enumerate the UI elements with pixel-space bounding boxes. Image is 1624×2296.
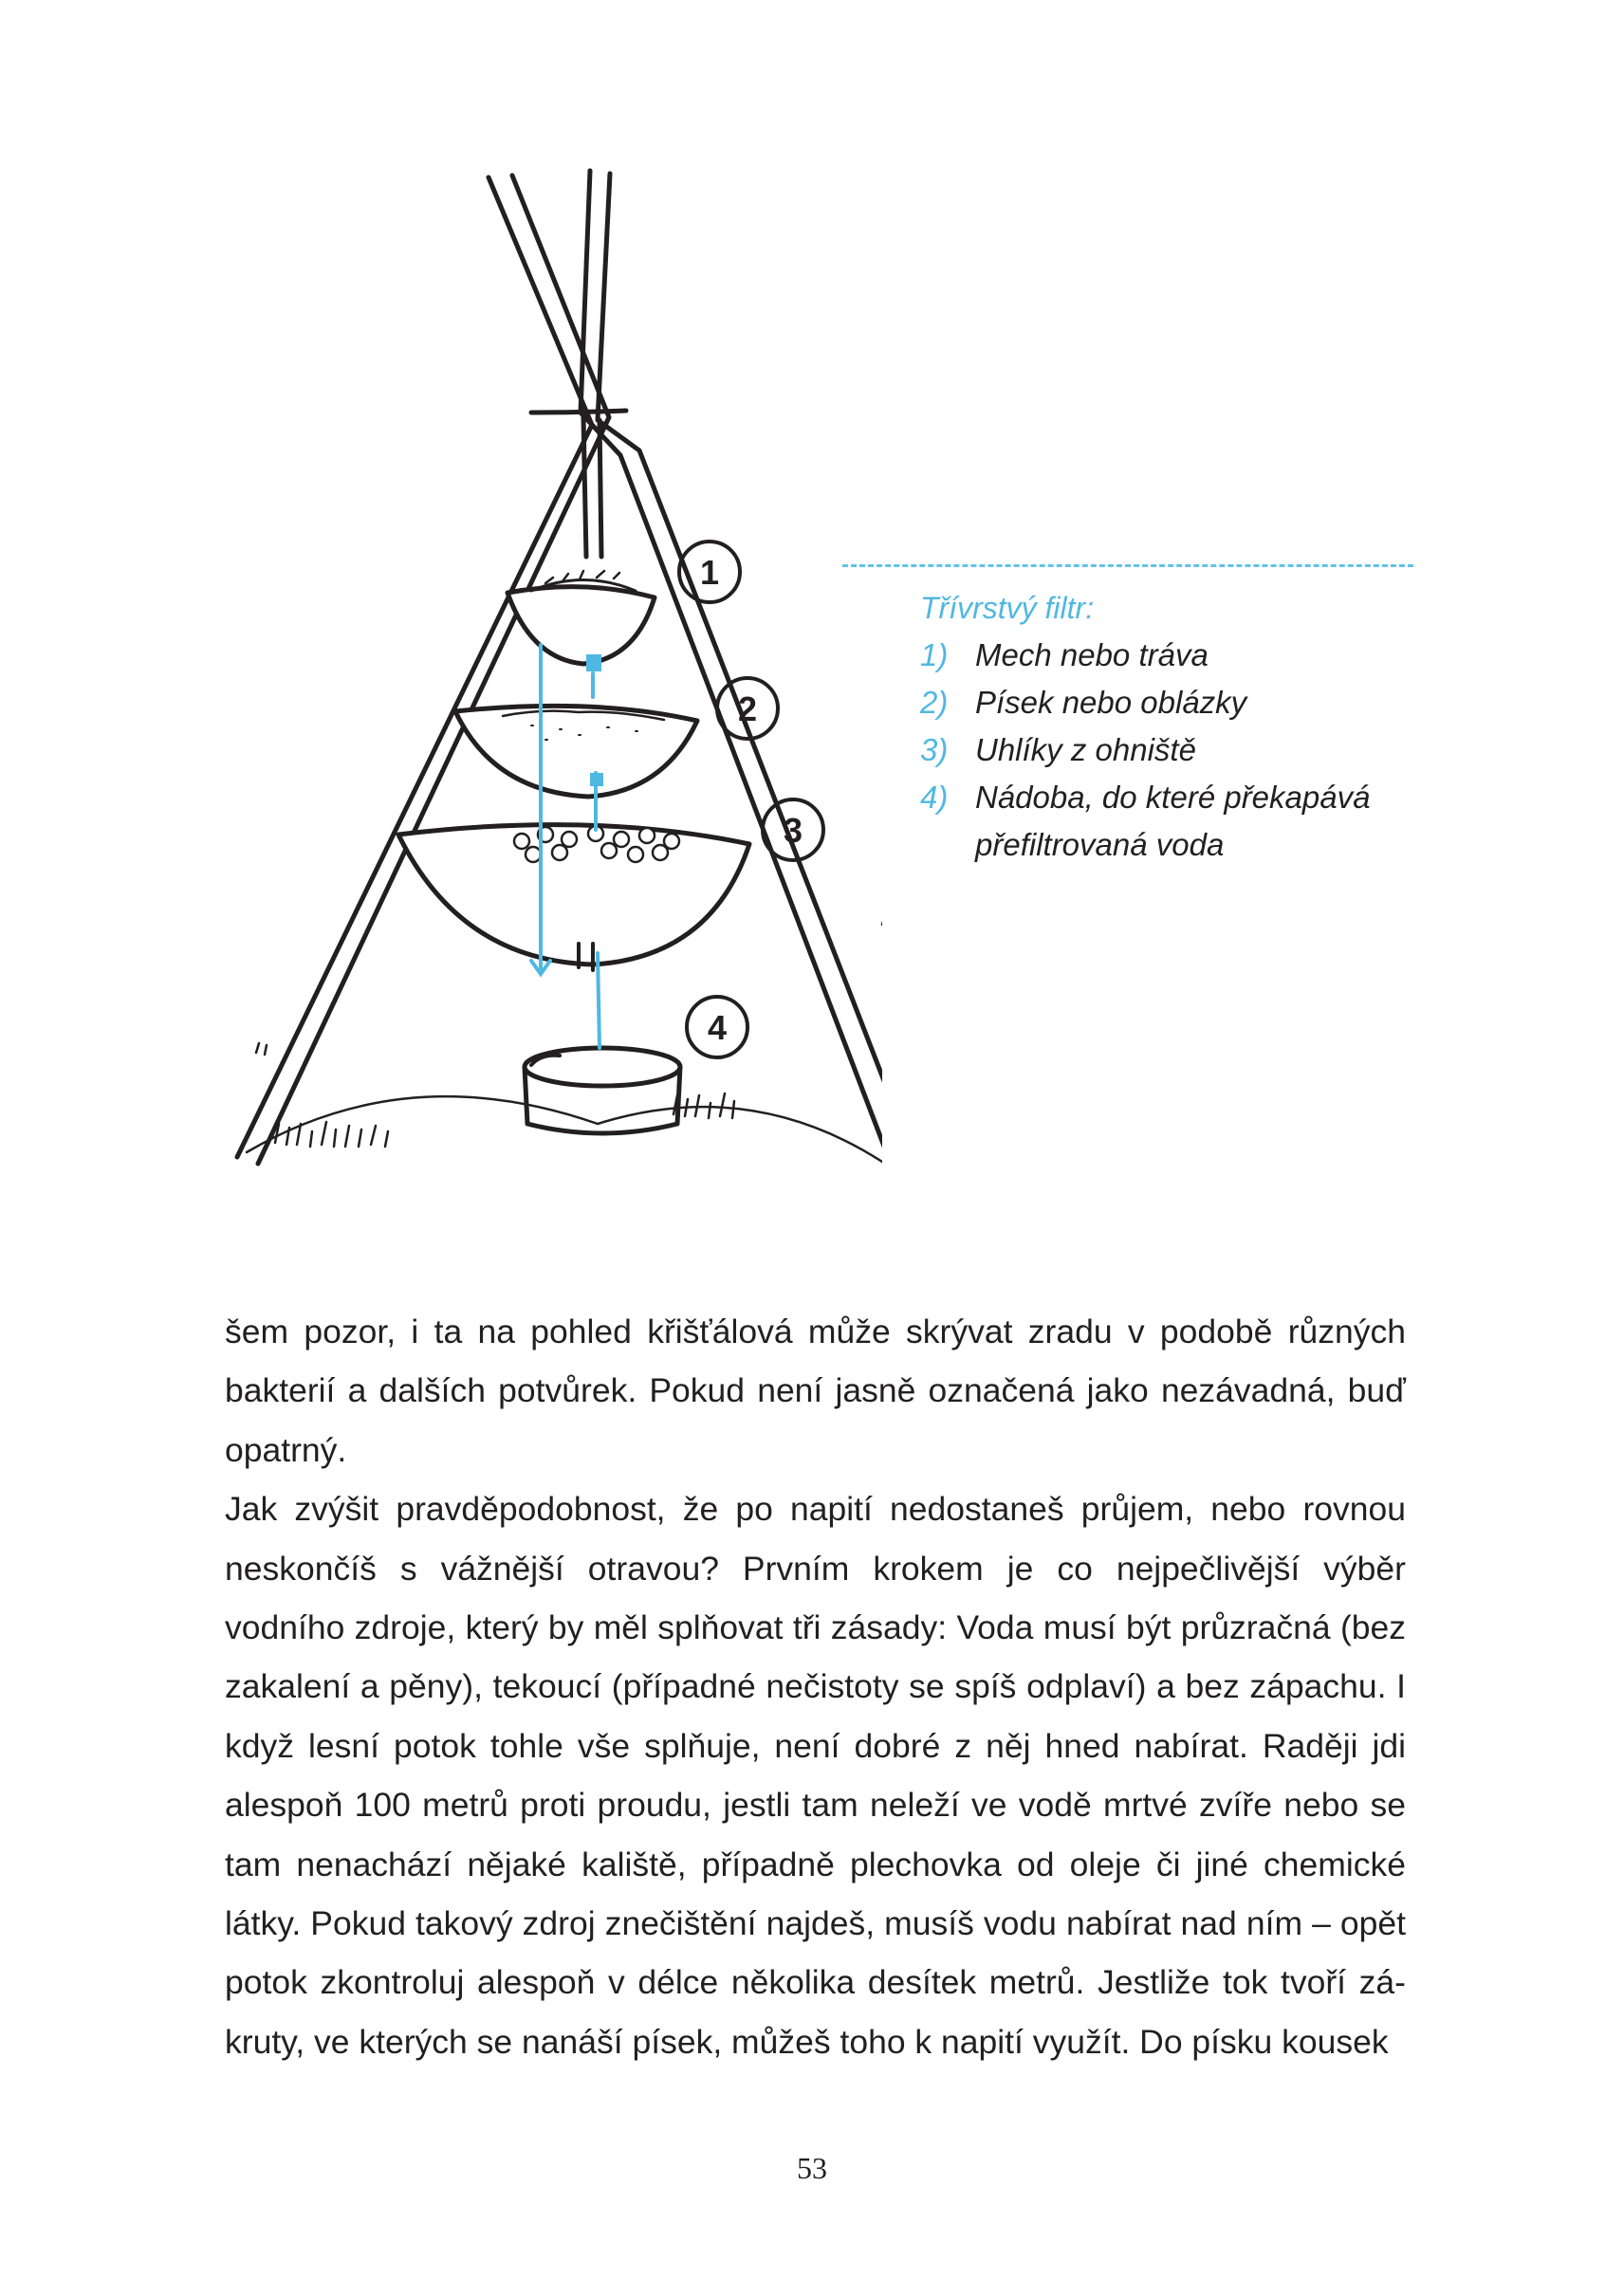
legend-item-text: Nádoba, do které překapává přefiltrovaná voda xyxy=(975,780,1371,862)
legend-item xyxy=(842,774,1413,869)
legend-item xyxy=(842,726,1413,774)
legend-item xyxy=(842,679,1413,726)
callout-number-4: 4 xyxy=(707,1008,728,1047)
callout-number-3: 3 xyxy=(783,811,803,850)
body-paragraph: šem pozor, i ta na pohled křišťálová může skrývat zradu v podobě různých bakterií a dalších potvůrek. Pokud není jasně označená jako nezávadná, buď opatrný. xyxy=(225,1313,1406,1469)
legend-dashed-rule xyxy=(842,564,1413,567)
legend-item-number: 1) xyxy=(920,637,949,672)
legend-item xyxy=(842,632,1413,679)
body-paragraph: Jak zvýšit pravděpodobnost, že po napití nedostaneš průjem, nebo rovnou neskončíš s vážnější otravou? Prvním krokem je co nejpečlivější výběr vodního zdroje, který by měl splňovat tři zásady: Voda musí být průzračná (bez zakalení a pěny), tekoucí (případné nečistoty se spíš odplaví) a bez zápachu. I když lesní potok tohle vše splňuje, není dobré z něj hned nabírat. Raději jdi alespoň 100 metrů proti proudu, jestli tam neleží ve vodě mrtvé zvíře nebo se tam nenachází nějaké kaliště, případně plechovka od oleje či jiné chemické látky. Pokud takový zdroj znečištění najdeš, musíš vodu nabírat nad ním – opět potok zkontroluj alespoň v délce několika desítek metrů. Jestliže tok tvoří zákruty, ve kterých se nanáší písek, můžeš toho k napití využít. Do písku kousek xyxy=(225,1490,1406,2061)
legend-item-number: 3) xyxy=(920,732,949,767)
legend-title: Třívrstvý filtr: xyxy=(920,591,1095,625)
callout-number-2: 2 xyxy=(737,689,758,728)
tripod-poles xyxy=(237,171,882,1171)
legend-item-text: Mech nebo tráva xyxy=(975,637,1209,672)
filter-layer-3 xyxy=(398,825,749,970)
legend-item-text: Písek nebo oblázky xyxy=(975,685,1247,720)
filter-legend xyxy=(842,564,1413,869)
legend-item-number: 4) xyxy=(920,780,949,815)
legend-item-number: 2) xyxy=(920,685,949,720)
collecting-container xyxy=(525,1048,680,1133)
page-number: 53 xyxy=(797,2151,827,2185)
filter-layer-2 xyxy=(455,706,697,797)
tripod-filter-illustration xyxy=(218,166,882,1209)
legend-item-text: Uhlíky z ohniště xyxy=(975,732,1196,767)
callout-number-1: 1 xyxy=(699,553,720,592)
body-text xyxy=(225,1302,1406,2071)
